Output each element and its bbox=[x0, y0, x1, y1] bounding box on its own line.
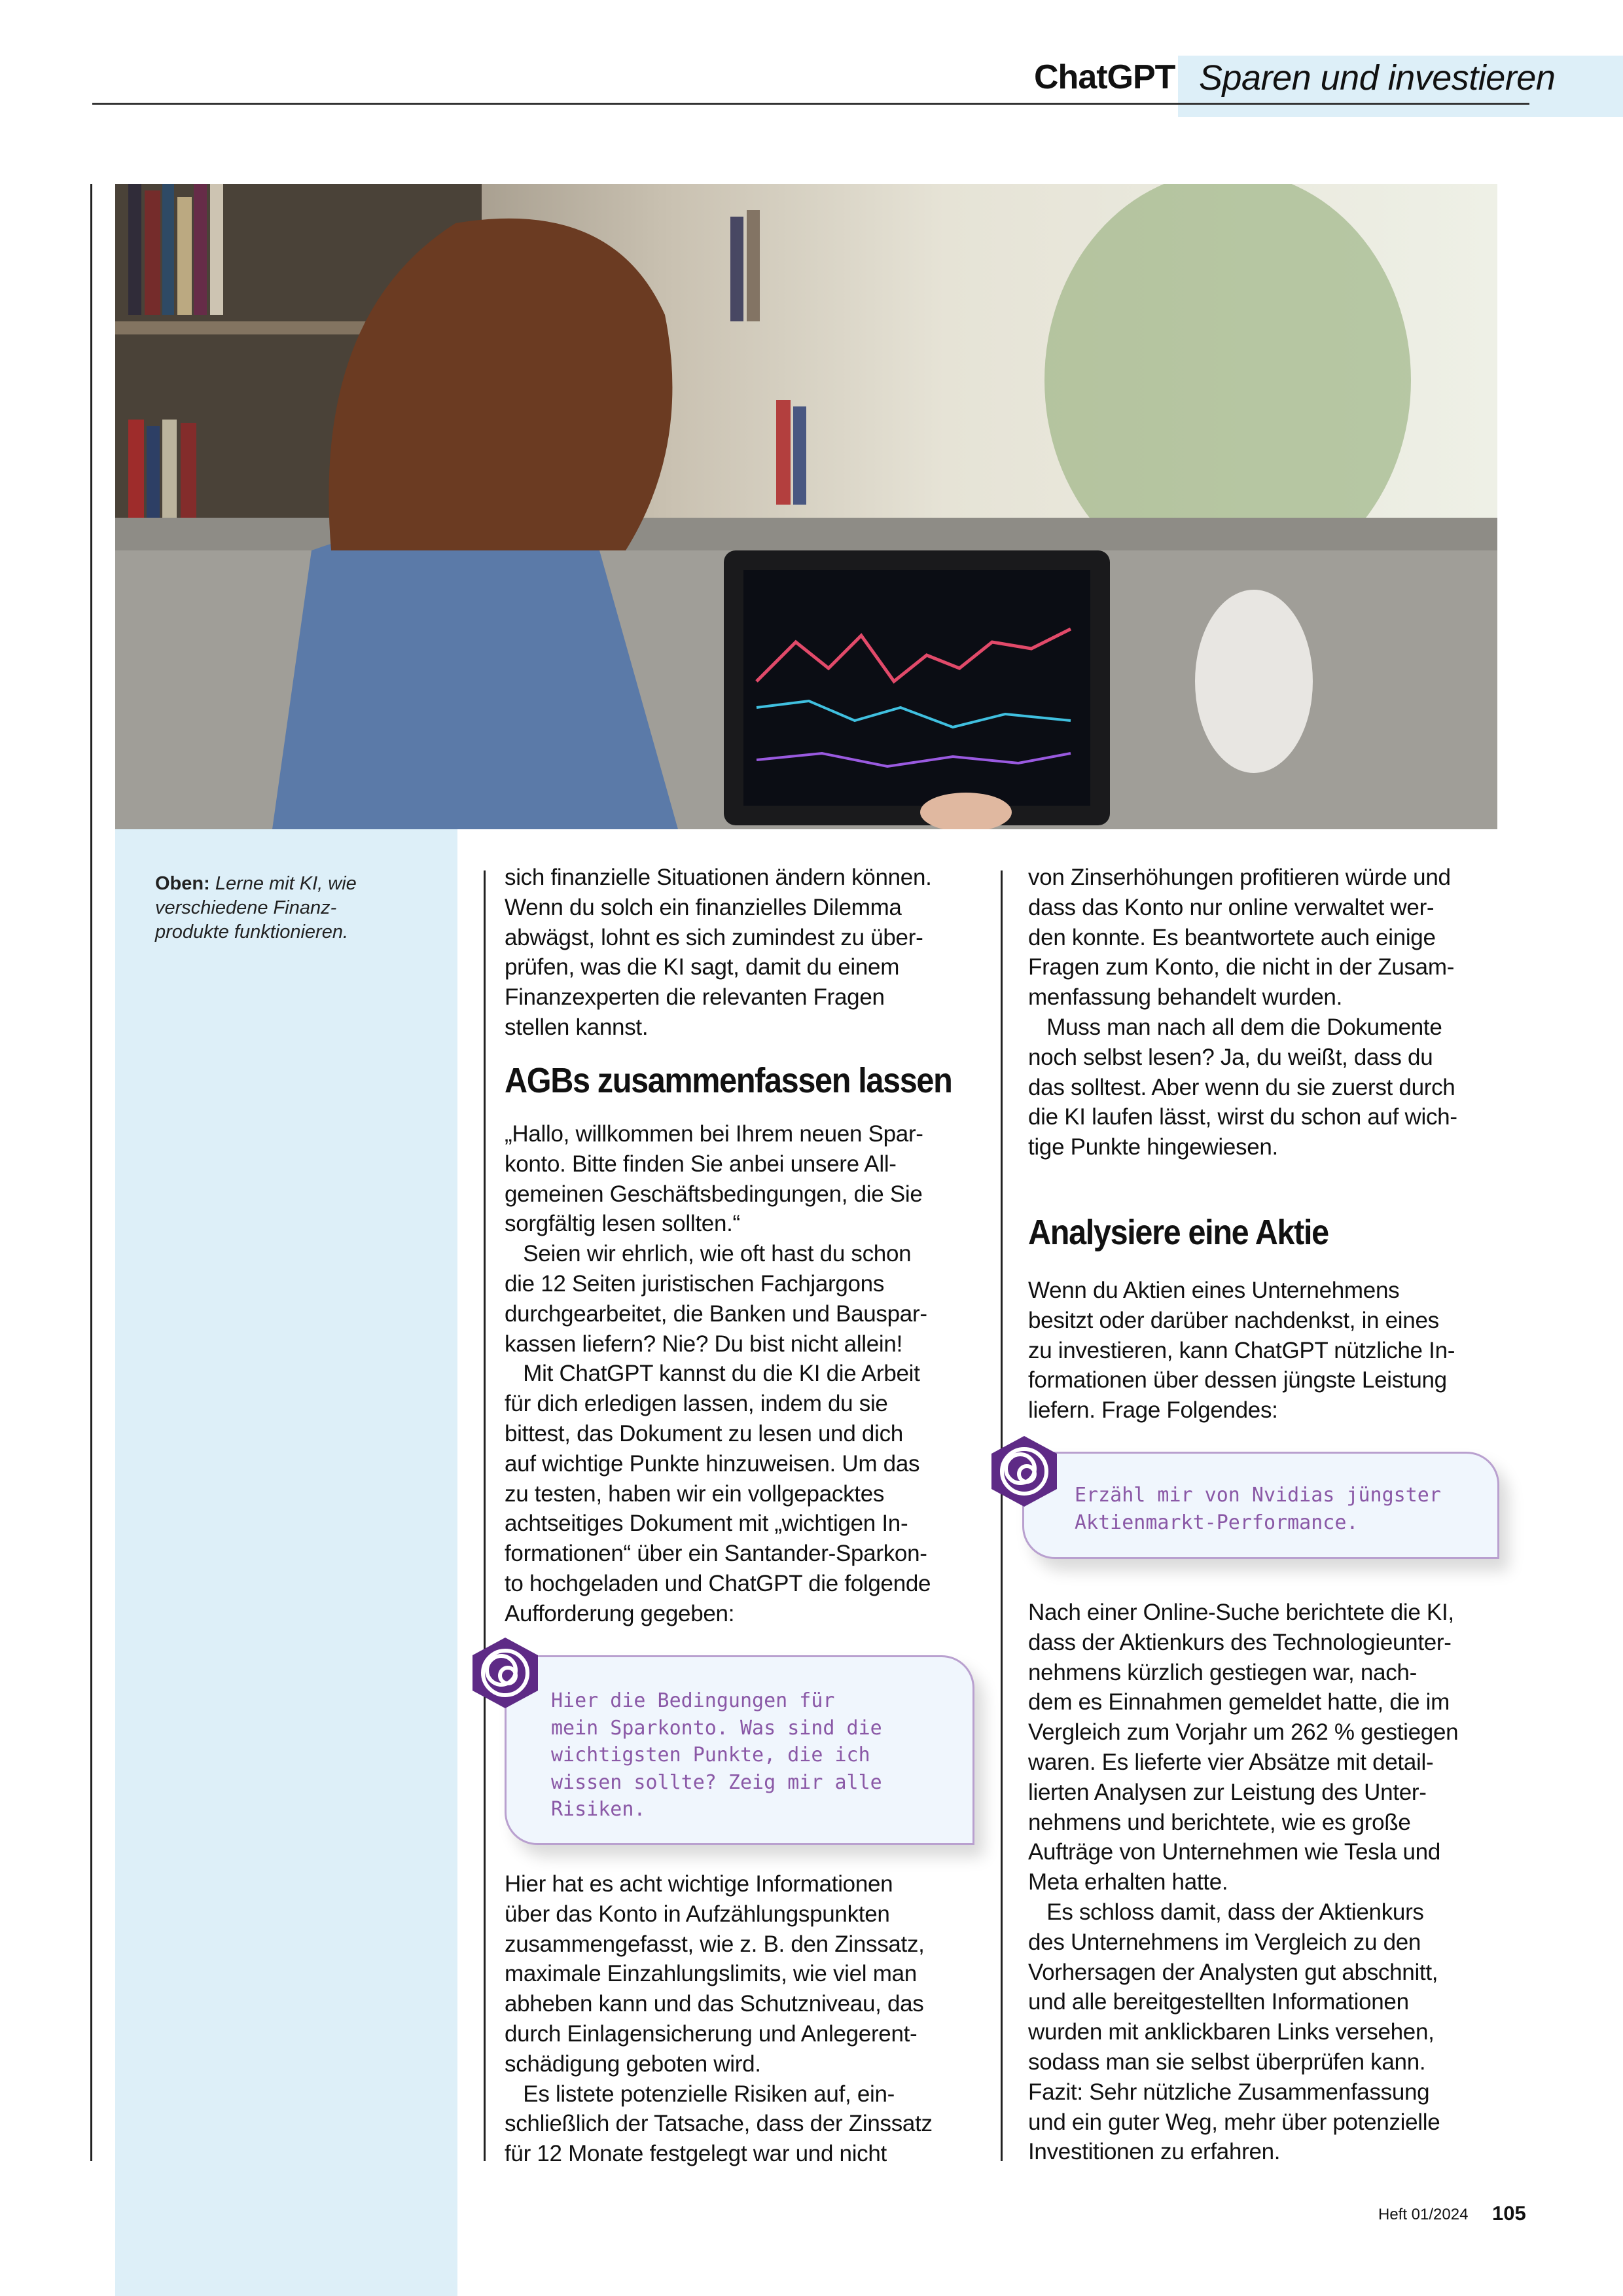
col2-paragraph-3b: Es schloss damit, dass der Aktienkurs des Unternehmens im Vergleich zu den Vorhersagen der Analysten gut abschnitt, und alle bereitgestellten Informationen wurden mit anklickbaren Links versehen, sodass man sie selbst überprüfen kann. Fazit: Sehr nützliche Zusammenfassung und ein guter Weg, mehr über potenzielle Investitionen zu erfahren. bbox=[1028, 1899, 1440, 2165]
col2-paragraph-1a: von Zinserhöhungen profitieren würde und dass das Konto nur online verwaltet wer- den konnte. Es beantwortete auch einige Fragen zum Konto, die nicht in der Zusam- menfassung behandelt wurden. bbox=[1028, 865, 1455, 1011]
col1-heading: AGBs zusammenfassen lassen bbox=[505, 1061, 952, 1100]
header-rule bbox=[92, 103, 1529, 105]
column-rule-2 bbox=[1001, 870, 1003, 2161]
col1-paragraph-3b: Es listete potenzielle Risiken auf, ein- schließlich der Tatsache, dass der Zinssatz für 12 Monate festgelegt war und nicht bbox=[505, 2081, 933, 2167]
col2-paragraph-3 bbox=[1028, 1598, 1458, 2167]
col1-paragraph-2 bbox=[505, 1119, 931, 1629]
header-section: Sparen und investieren bbox=[1199, 58, 1556, 98]
col2-paragraph-1b: Muss man nach all dem die Dokumente noch selbst lesen? Ja, du weißt, dass du das solltest. Aber wenn du sie zuerst durch die KI laufen lässt, wirst du schon auf wich- tige Punkte hingewiesen. bbox=[1028, 1014, 1457, 1160]
col1-paragraph-2b: Seien wir ehrlich, wie oft hast du schon die 12 Seiten juristischen Fachjargons durchgearbeitet, die Banken und Bauspar- kassen liefern? Nie? Du bist nicht allein! bbox=[505, 1241, 927, 1357]
left-rule bbox=[90, 184, 92, 2161]
col1-paragraph-1: sich finanzielle Situationen ändern können. Wenn du solch ein finanzielles Dilemma abwägst, lohnt es sich zumindest zu über- prüfen, was die KI sagt, damit du einem Finanzexperten die relevanten Fragen stellen kannst. bbox=[505, 865, 932, 1040]
page-number: 105 bbox=[1492, 2202, 1526, 2225]
chatgpt-flower-icon bbox=[991, 1436, 1057, 1507]
col2-paragraph-2: Wenn du Aktien eines Unternehmens besitzt oder darüber nachdenkst, in eines zu investieren, kann ChatGPT nützliche In- formationen über dessen jüngste Leistung liefern. Frage Folgendes: bbox=[1028, 1278, 1455, 1424]
column-rule-1 bbox=[484, 870, 486, 2161]
col2-paragraph-3a: Nach einer Online-Suche berichtete die KI, dass der Aktienkurs des Technologieunter- nehmens kürzlich gestiegen war, nach- dem es Einnahmen gemeldet hatte, die im Vergleich zum Vorjahr um 262 % gestiegen waren. Es lieferte vier Absätze mit detail- lierten Analysen zur Leistung des Unter- nehmens und berichtete, wie es große Aufträge von Unternehmen wie Tesla und Meta erhalten hatte. bbox=[1028, 1600, 1459, 1895]
footer-issue: Heft 01/2024 bbox=[1378, 2206, 1469, 2223]
caption-sidebar bbox=[115, 829, 457, 2296]
photo-caption bbox=[155, 872, 357, 944]
header-brand: ChatGPT bbox=[1034, 58, 1175, 96]
col1-paragraph-3 bbox=[505, 1869, 933, 2169]
col2-paragraph-1 bbox=[1028, 863, 1457, 1162]
chatgpt-flower-icon bbox=[473, 1638, 538, 1708]
col1-paragraph-2a: „Hallo, willkommen bei Ihrem neuen Spar- konto. Bitte finden Sie anbei unsere All- gemeinen Geschäftsbedingungen, die Sie sorgfältig lesen sollten.“ bbox=[505, 1121, 923, 1237]
prompt-text-1: Hier die Bedingungen für mein Sparkonto. Was sind die wichtigsten Punkte, die ich wissen sollte? Zeig mir alle Risiken. bbox=[551, 1689, 882, 1821]
caption-label: Oben: bbox=[155, 873, 210, 894]
col1-paragraph-2c: Mit ChatGPT kannst du die KI die Arbeit für dich erledigen lassen, indem du sie bittest, das Dokument zu lesen und dich auf wichtige Punkte hinzuweisen. Um das zu testen, haben wir ein vollgepacktes achtseitiges Dokument mit „wichtigen In- formationen“ über ein Santander-Sparkon- to hochgeladen und ChatGPT die folgende Aufforderung gegeben: bbox=[505, 1361, 931, 1626]
caption-text: Lerne mit KI, wie verschiedene Finanz- produkte funktionieren. bbox=[155, 873, 357, 942]
col2-heading: Analysiere eine Aktie bbox=[1028, 1213, 1329, 1252]
hero-photo bbox=[115, 184, 1497, 829]
col1-paragraph-3a: Hier hat es acht wichtige Informationen über das Konto in Aufzählungspunkten zusammengefasst, wie z. B. den Zinssatz, maximale Einzahlungslimits, wie viel man abheben kann und das Schutzniveau, das durch Einlagensicherung und Anlegerent- schädigung geboten wird. bbox=[505, 1871, 925, 2077]
prompt-text-2: Erzähl mir von Nvidias jüngster Aktienmarkt-Performance. bbox=[1075, 1484, 1441, 1534]
